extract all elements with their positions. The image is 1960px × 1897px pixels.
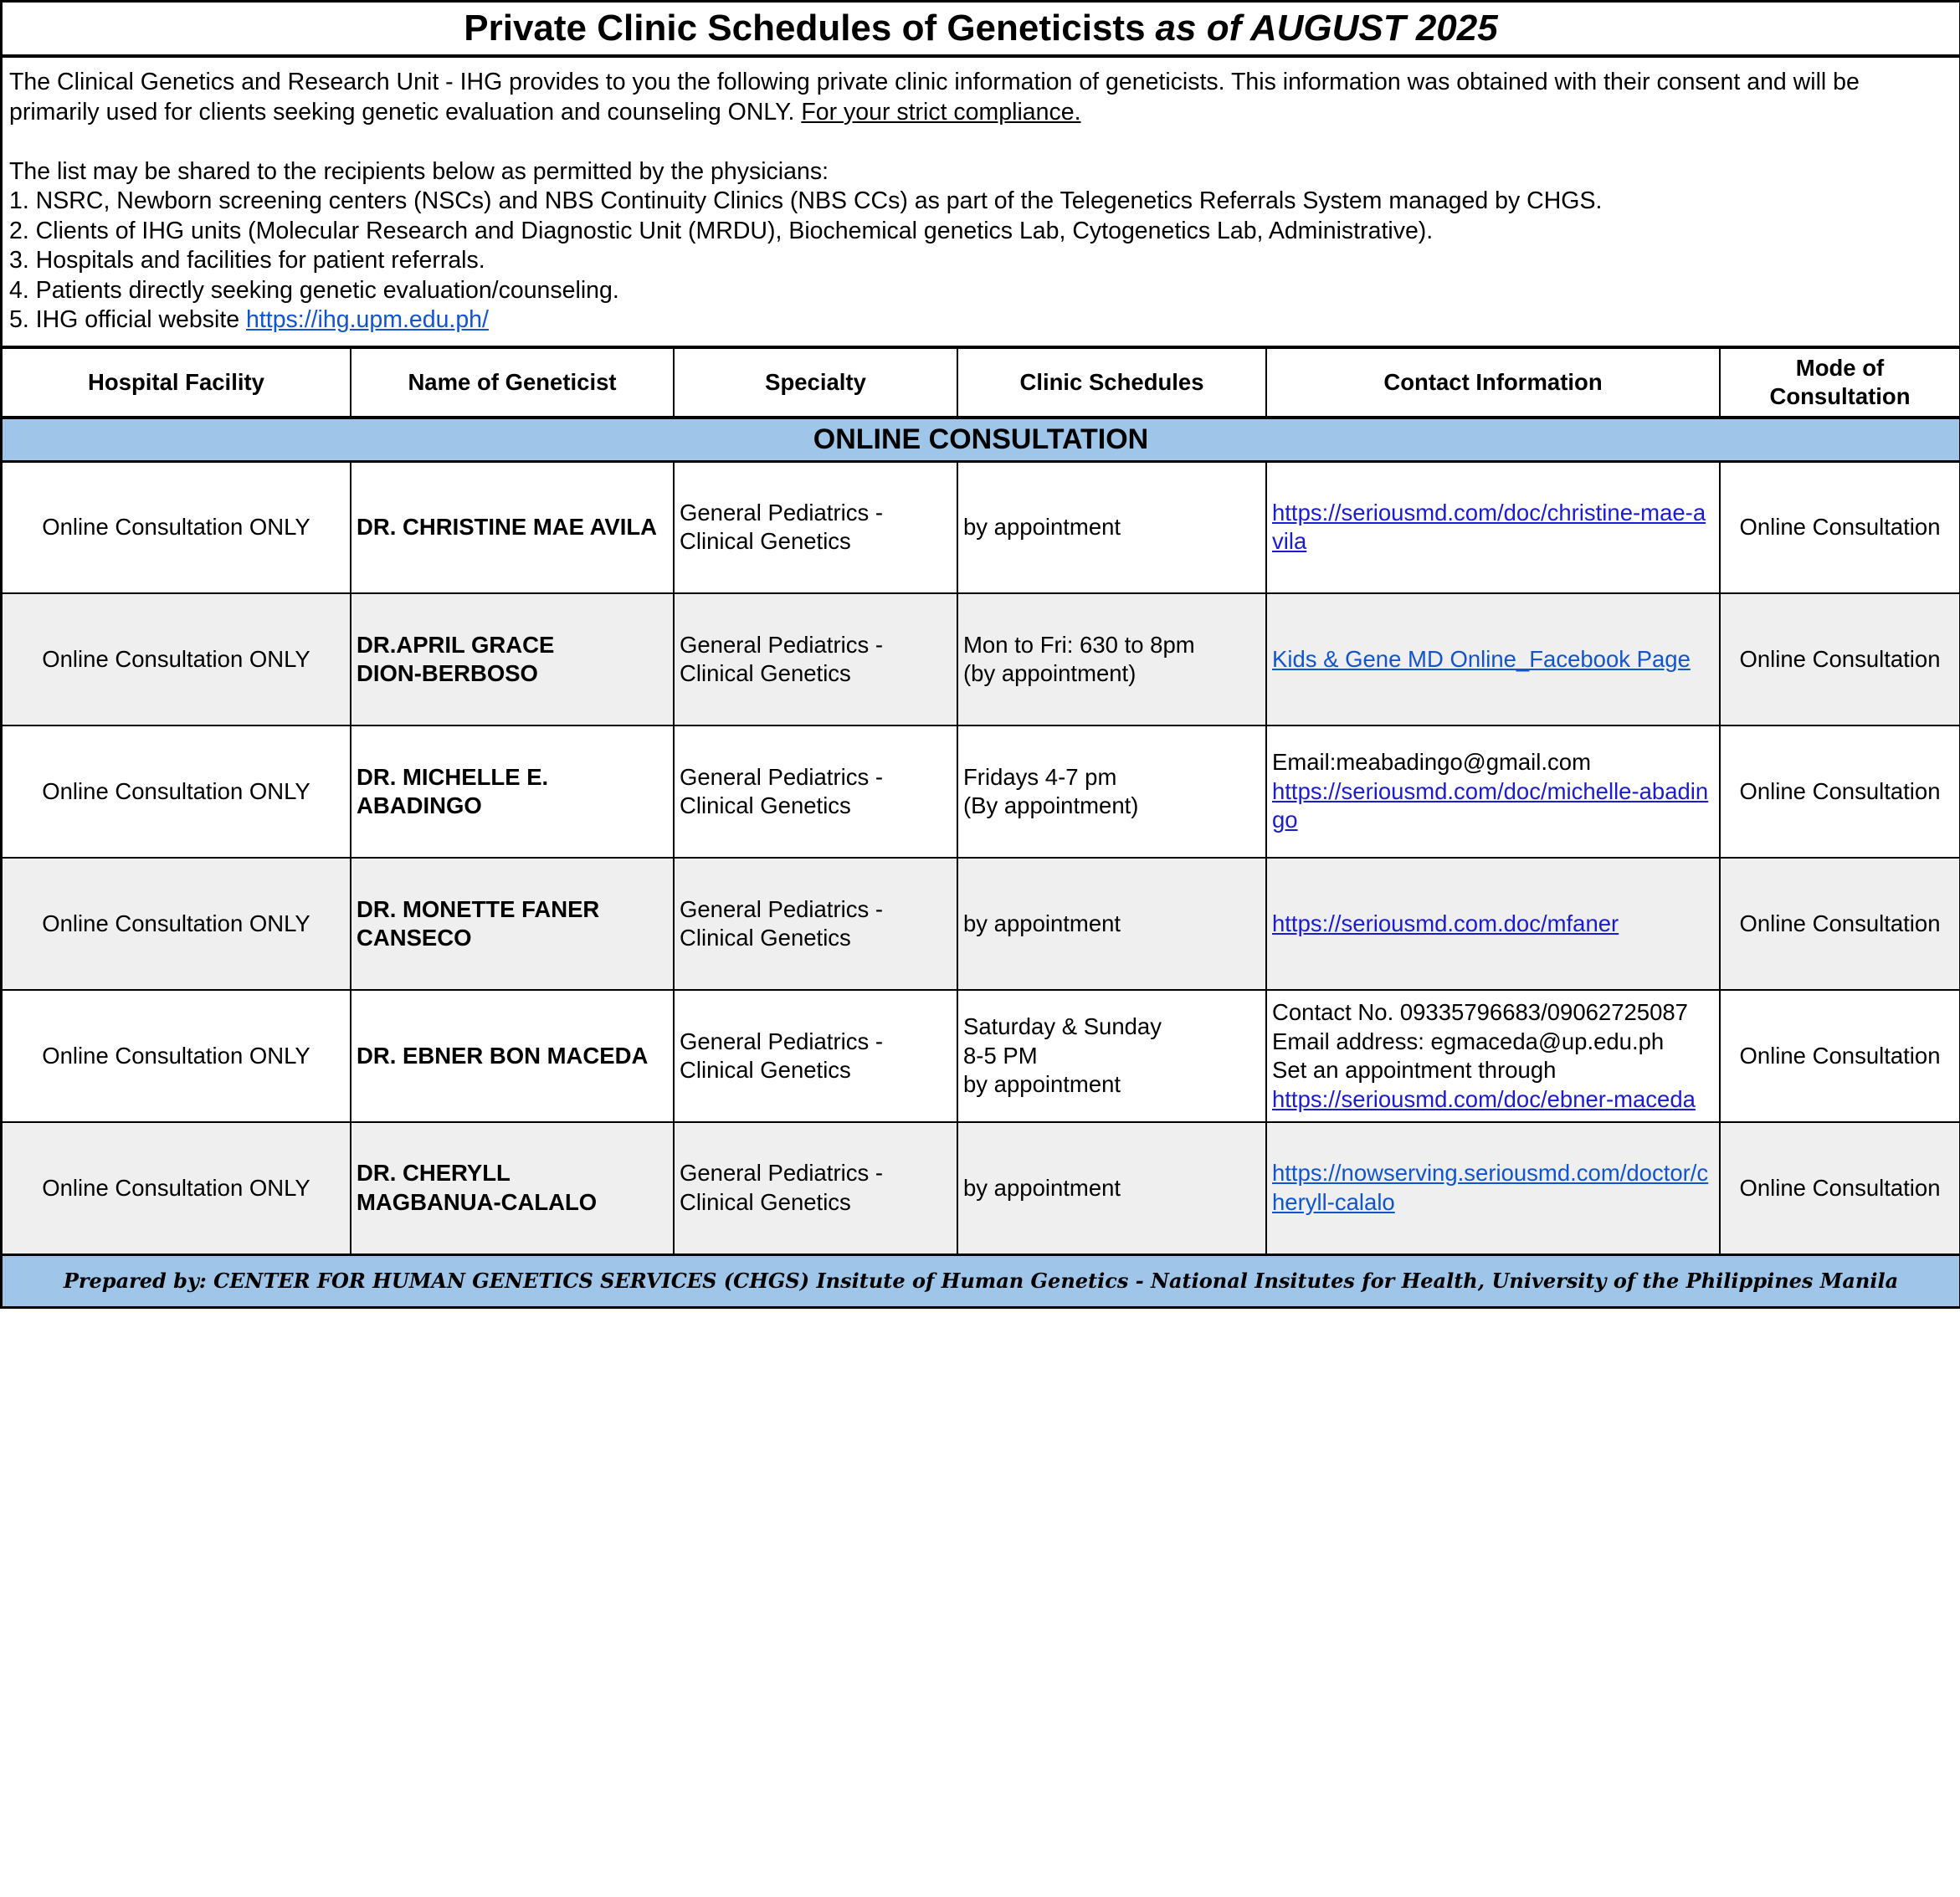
schedule-line: Saturday & Sunday xyxy=(963,1013,1162,1040)
table-row xyxy=(3,461,1959,593)
geneticist-name-line: DR. MICHELLE E. xyxy=(357,763,549,790)
schedule-line: (By appointment) xyxy=(963,792,1139,818)
geneticist-name-line: ABADINGO xyxy=(357,792,482,818)
document-title xyxy=(3,3,1959,58)
cell-contact-information xyxy=(1266,725,1720,858)
schedule-line: Fridays 4-7 pm xyxy=(963,763,1117,790)
schedule-line: by appointment xyxy=(963,514,1121,540)
specialty-line: General Pediatrics - xyxy=(680,499,884,526)
cell-specialty xyxy=(674,461,957,593)
recipient-item-1: 1. NSRC, Newborn screening centers (NSCs) and NBS Continuity Clinics (NBS CCs) as part of the Telegenetics Referrals System managed by CHGS. xyxy=(9,187,1603,214)
col-header-clinic-schedules: Clinic Schedules xyxy=(957,349,1266,418)
contact-text-line: Contact No. 09335796683/09062725087 xyxy=(1272,999,1688,1025)
contact-link[interactable]: Kids & Gene MD Online_Facebook Page xyxy=(1272,645,1691,672)
specialty-line: General Pediatrics - xyxy=(680,895,884,922)
col-header-contact-information: Contact Information xyxy=(1266,349,1720,418)
col-header-name: Name of Geneticist xyxy=(351,349,674,418)
recipient-item-2: 2. Clients of IHG units (Molecular Research and Diagnostic Unit (MRDU), Biochemical genetics Lab, Cytogenetics Lab, Administrative). xyxy=(9,217,1434,244)
title-main: Private Clinic Schedules of Geneticists xyxy=(464,8,1146,49)
intro-notice xyxy=(3,58,1959,349)
cell-clinic-schedule xyxy=(957,593,1266,725)
cell-contact-information xyxy=(1266,990,1720,1122)
cell-hospital-facility: Online Consultation ONLY xyxy=(3,990,351,1122)
section-label-online-consultation: ONLINE CONSULTATION xyxy=(3,418,1959,461)
cell-mode-of-consultation: Online Consultation xyxy=(1720,461,1959,593)
geneticist-name-line: MAGBANUA-CALALO xyxy=(357,1188,598,1215)
recipients-intro: The list may be shared to the recipients below as permitted by the physicians: xyxy=(9,157,829,185)
cell-specialty xyxy=(674,593,957,725)
contact-link[interactable]: https://seriousmd.com/doc/michelle-abadingo xyxy=(1272,777,1709,833)
schedule-line: by appointment xyxy=(963,910,1121,936)
table-row xyxy=(3,1122,1959,1254)
cell-contact-information xyxy=(1266,858,1720,990)
cell-hospital-facility: Online Consultation ONLY xyxy=(3,858,351,990)
contact-text-line: Email address: egmaceda@up.edu.ph xyxy=(1272,1028,1665,1054)
geneticist-name-line: DR.APRIL GRACE xyxy=(357,631,555,658)
title-date: as of AUGUST 2025 xyxy=(1155,8,1498,49)
cell-geneticist-name xyxy=(351,990,674,1122)
cell-geneticist-name xyxy=(351,858,674,990)
specialty-line: General Pediatrics - xyxy=(680,1028,884,1054)
compliance-note: For your strict compliance. xyxy=(801,98,1081,126)
cell-specialty xyxy=(674,1122,957,1254)
specialty-line: General Pediatrics - xyxy=(680,763,884,790)
specialty-line: Clinical Genetics xyxy=(680,792,851,818)
schedule-line: 8-5 PM xyxy=(963,1042,1038,1069)
cell-clinic-schedule xyxy=(957,1122,1266,1254)
cell-clinic-schedule xyxy=(957,725,1266,858)
col-header-specialty: Specialty xyxy=(674,349,957,418)
geneticist-name-line: DR. CHRISTINE MAE AVILA xyxy=(357,514,658,540)
geneticist-name-line: DR. CHERYLL xyxy=(357,1160,511,1187)
intro-text: The Clinical Genetics and Research Unit - IHG provides to you the following private clinic information of geneticists. This information was obtained with their consent and will be primarily used for clients seeking genetic evaluation and counseling ONLY. xyxy=(9,69,1860,126)
cell-hospital-facility: Online Consultation ONLY xyxy=(3,725,351,858)
table-body xyxy=(3,461,1959,1254)
cell-clinic-schedule xyxy=(957,461,1266,593)
cell-specialty xyxy=(674,725,957,858)
cell-hospital-facility: Online Consultation ONLY xyxy=(3,461,351,593)
specialty-line: Clinical Genetics xyxy=(680,1057,851,1083)
table-row xyxy=(3,725,1959,858)
geneticist-name-line: DR. EBNER BON MACEDA xyxy=(357,1042,649,1069)
schedule-line: Mon to Fri: 630 to 8pm xyxy=(963,631,1195,658)
ihg-website-link[interactable]: https://ihg.upm.edu.ph/ xyxy=(246,306,489,333)
geneticist-name-line: DION-BERBOSO xyxy=(357,660,538,686)
schedule-line: (by appointment) xyxy=(963,660,1136,686)
cell-mode-of-consultation: Online Consultation xyxy=(1720,990,1959,1122)
schedule-line: by appointment xyxy=(963,1071,1121,1098)
table-row xyxy=(3,858,1959,990)
cell-geneticist-name xyxy=(351,593,674,725)
cell-hospital-facility: Online Consultation ONLY xyxy=(3,593,351,725)
footer-row xyxy=(3,1254,1959,1306)
table-row xyxy=(3,593,1959,725)
specialty-line: Clinical Genetics xyxy=(680,1188,851,1215)
table-header-row xyxy=(3,349,1959,418)
specialty-line: General Pediatrics - xyxy=(680,1160,884,1187)
recipient-item-4: 4. Patients directly seeking genetic evaluation/counseling. xyxy=(9,276,619,304)
contact-link[interactable]: https://seriousmd.com/doc/christine-mae-avila xyxy=(1272,499,1706,555)
schedule-line: by appointment xyxy=(963,1174,1121,1201)
specialty-line: General Pediatrics - xyxy=(680,631,884,658)
recipient-item-5-text: 5. IHG official website xyxy=(9,306,247,333)
geneticist-name-line: CANSECO xyxy=(357,925,472,951)
cell-contact-information xyxy=(1266,593,1720,725)
table-row xyxy=(3,990,1959,1122)
contact-link[interactable]: https://seriousmd.com/doc/ebner-maceda xyxy=(1272,1085,1696,1112)
cell-contact-information xyxy=(1266,461,1720,593)
cell-clinic-schedule xyxy=(957,858,1266,990)
recipient-item-3: 3. Hospitals and facilities for patient referrals. xyxy=(9,247,485,274)
cell-geneticist-name xyxy=(351,1122,674,1254)
prepared-by-note: Prepared by: CENTER FOR HUMAN GENETICS SERVICES (CHGS) Insitute of Human Genetics - National Insitutes for Health, University of the Philippines Manila xyxy=(3,1254,1959,1306)
cell-geneticist-name xyxy=(351,461,674,593)
cell-mode-of-consultation: Online Consultation xyxy=(1720,725,1959,858)
col-header-hospital-facility: Hospital Facility xyxy=(3,349,351,418)
cell-hospital-facility: Online Consultation ONLY xyxy=(3,1122,351,1254)
cell-geneticist-name xyxy=(351,725,674,858)
contact-text-line: Email:meabadingo@gmail.com xyxy=(1272,749,1591,776)
cell-mode-of-consultation: Online Consultation xyxy=(1720,858,1959,990)
col-header-mode: Mode of Consultation xyxy=(1720,349,1959,418)
geneticists-table xyxy=(3,349,1959,1306)
cell-mode-of-consultation: Online Consultation xyxy=(1720,593,1959,725)
specialty-line: Clinical Genetics xyxy=(680,528,851,555)
specialty-line: Clinical Genetics xyxy=(680,925,851,951)
cell-clinic-schedule xyxy=(957,990,1266,1122)
specialty-line: Clinical Genetics xyxy=(680,660,851,686)
contact-text-line: Set an appointment through xyxy=(1272,1057,1557,1083)
contact-link[interactable]: https://seriousmd.com.doc/mfaner xyxy=(1272,910,1619,936)
intro-paragraph xyxy=(9,68,1952,127)
section-banner-row xyxy=(3,418,1959,461)
cell-specialty xyxy=(674,858,957,990)
contact-link[interactable]: https://nowserving.seriousmd.com/doctor/cheryll-calalo xyxy=(1272,1160,1709,1215)
cell-specialty xyxy=(674,990,957,1122)
recipient-item-5 xyxy=(9,305,1952,336)
geneticist-name-line: DR. MONETTE FANER xyxy=(357,895,600,922)
cell-contact-information xyxy=(1266,1122,1720,1254)
cell-mode-of-consultation: Online Consultation xyxy=(1720,1122,1959,1254)
